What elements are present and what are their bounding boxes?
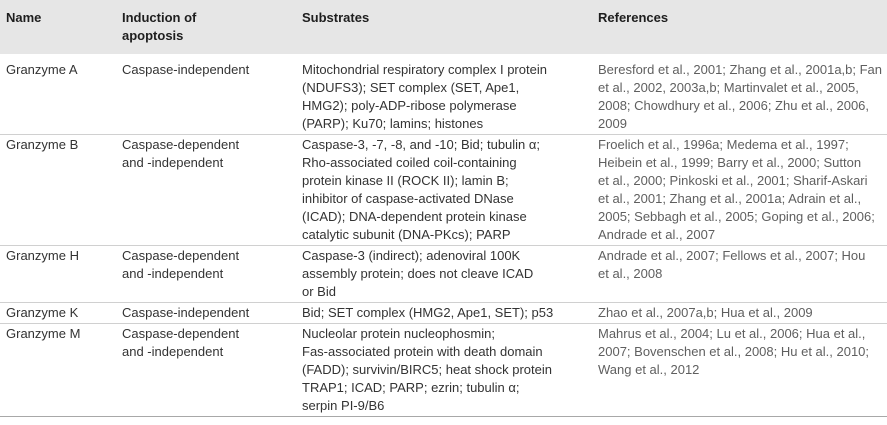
cell-name: Granzyme B (6, 137, 79, 152)
header-substrates: Substrates (302, 10, 370, 25)
cell-references: Mahrus et al., 2004; Lu et al., 2006; Hua et al., 2007; Bovenschen et al., 2008; Hu et al., 2010; Wang et al., 2012 (598, 326, 870, 377)
cell-induction: Caspase-dependent and -independent (122, 137, 240, 170)
cell-substrates: Nucleolar protein nucleophosmin; Fas-associated protein with death domain (FADD); survivin/BIRC5; heat shock protein TRAP1; ICAD; PARP; ezrin; tubulin α; serpin PI-9/B6 (302, 326, 552, 413)
cell-substrates: Caspase-3 (indirect); adenoviral 100K assembly protein; does not cleave ICAD or Bid (302, 248, 534, 299)
table-row-granzyme-b (0, 135, 887, 246)
cell-name: Granzyme H (6, 248, 79, 263)
cell-name: Granzyme A (6, 62, 78, 77)
cell-induction: Caspase-independent (122, 305, 250, 320)
table-row-granzyme-k (0, 303, 887, 324)
cell-references: Andrade et al., 2007; Fellows et al., 2007; Hou et al., 2008 (598, 248, 866, 281)
table-header (0, 0, 887, 54)
table-row-granzyme-a (0, 54, 887, 135)
cell-induction: Caspase-independent (122, 62, 250, 77)
header-row (0, 0, 887, 54)
header-name: Name (6, 10, 42, 25)
cell-induction: Caspase-dependent and -independent (122, 248, 240, 281)
cell-name: Granzyme K (6, 305, 79, 320)
table-row-granzyme-m (0, 324, 887, 417)
table-row-granzyme-h (0, 246, 887, 303)
cell-substrates: Caspase-3, -7, -8, and -10; Bid; tubulin α; Rho-associated coiled coil-containing protein kinase II (ROCK II); lamin B; inhibitor of caspase-activated DNase (ICAD); DNA-dependent protein kinase catalytic subunit (DNA-PKcs); PARP (302, 137, 541, 242)
header-references: References (598, 10, 669, 25)
table-body (0, 54, 887, 417)
cell-substrates: Bid; SET complex (HMG2, Ape1, SET); p53 (302, 305, 554, 320)
cell-references: Froelich et al., 1996a; Medema et al., 1997; Heibein et al., 1999; Barry et al., 2000; Sutton et al., 2000; Pinkoski et al., 2001; Sharif-Askari et al., 2001; Zhang et al., 2001a; Adrain et al., 2005; Sebbagh et al., 2005; Goping et al., 2006; Andrade et al., 2007 (598, 137, 875, 242)
header-induction: Induction of apoptosis (122, 10, 197, 43)
cell-induction: Caspase-dependent and -independent (122, 326, 240, 359)
cell-name: Granzyme M (6, 326, 81, 341)
cell-references: Zhao et al., 2007a,b; Hua et al., 2009 (598, 305, 813, 320)
cell-references: Beresford et al., 2001; Zhang et al., 2001a,b; Fan et al., 2002, 2003a,b; Martinvalet et al., 2005, 2008; Chowdhury et al., 2006; Zhu et al., 2006, 2009 (598, 62, 883, 131)
cell-substrates: Mitochondrial respiratory complex I protein (NDUFS3); SET complex (SET, Ape1, HMG2); poly-ADP-ribose polymerase (PARP); Ku70; lamins; histones (302, 62, 547, 131)
